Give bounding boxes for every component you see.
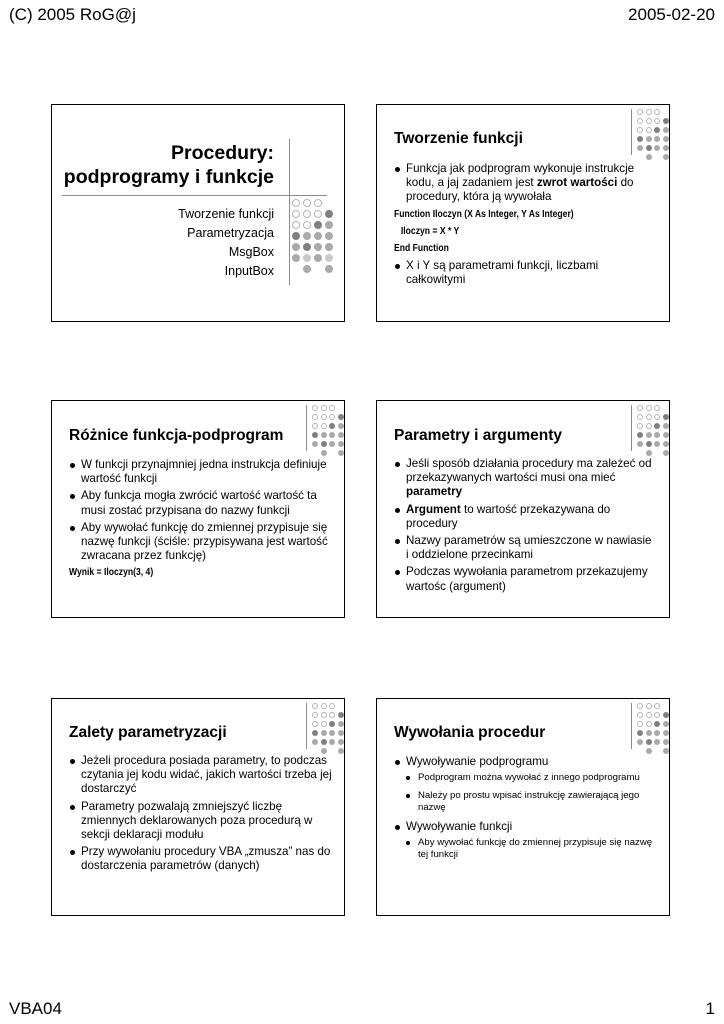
decoration-dot [646, 127, 652, 133]
decoration-dot [312, 730, 318, 736]
decoration-dot [646, 136, 652, 142]
bullet-item: Jeżeli procedura posiada parametry, to podczas czytania jej kodu widać, jakich wartości trzeba jej dostarczyć [69, 754, 335, 797]
decoration-dot [637, 748, 643, 754]
decoration-dot [325, 232, 333, 240]
decoration-dot [312, 405, 318, 411]
decoration-dot [654, 405, 660, 411]
decoration-dot [329, 730, 335, 736]
bullet-item: Wywoływanie podprogramu [394, 755, 660, 769]
copyright-label: (C) 2005 RoG@j [9, 5, 136, 24]
decoration-dot [646, 118, 652, 124]
divider-vertical [289, 139, 290, 285]
slide-title: Procedury: podprogramy i funkcje [63, 142, 274, 188]
decoration-dot [646, 730, 652, 736]
decoration-dot [312, 414, 318, 420]
decoration-dot [292, 210, 300, 218]
dot-grid-decoration [637, 405, 669, 456]
decoration-dot [646, 748, 652, 754]
decoration-dot [303, 210, 311, 218]
decoration-dot [292, 243, 300, 251]
decoration-dot [663, 721, 669, 727]
decoration-dot [637, 441, 643, 447]
decoration-dot [637, 721, 643, 727]
decoration-dot [637, 109, 643, 115]
decoration-dot [637, 432, 643, 438]
slide-4 [376, 400, 670, 618]
decoration-dot [303, 243, 311, 251]
bullet-item: Podczas wywołania parametrom przekazujemy wartośc (argument) [394, 565, 656, 593]
decoration-dot [321, 703, 327, 709]
dot-grid-decoration [292, 199, 333, 273]
decoration-dot [646, 154, 652, 160]
decoration-dot [637, 405, 643, 411]
decoration-dot [329, 712, 335, 718]
decoration-dot [321, 432, 327, 438]
decoration-dot [637, 154, 643, 160]
slide-title: Tworzenie funkcji [394, 130, 523, 147]
decoration-dot [663, 109, 669, 115]
decoration-dot [325, 254, 333, 262]
divider-vertical [631, 703, 632, 749]
decoration-dot [314, 243, 322, 251]
decoration-dot [654, 441, 660, 447]
decoration-dot [663, 441, 669, 447]
bullet-item: Parametry pozwalają zmniejszyć liczbę zmiennych deklarowanych poza procedurą w sekcji deklaracji modułu [69, 800, 335, 843]
decoration-dot [321, 712, 327, 718]
slide-content [394, 755, 660, 867]
decoration-dot [646, 432, 652, 438]
slide-3 [51, 400, 345, 618]
decoration-dot [314, 265, 322, 273]
decoration-dot [329, 414, 335, 420]
slide-2 [376, 104, 670, 322]
decoration-dot [663, 730, 669, 736]
decoration-dot [338, 721, 344, 727]
divider-vertical [306, 405, 307, 451]
decoration-dot [637, 450, 643, 456]
decoration-dot [663, 414, 669, 420]
decoration-dot [646, 739, 652, 745]
decoration-dot [654, 703, 660, 709]
divider-vertical [631, 109, 632, 155]
bullet-item: Nazwy parametrów są umieszczone w nawiasie i oddzielone przecinkami [394, 534, 656, 562]
decoration-dot [312, 423, 318, 429]
divider-vertical [306, 703, 307, 749]
agenda-item: Parametryzacja [187, 226, 274, 240]
slide-title: Zalety parametryzacji [69, 724, 227, 741]
decoration-dot [663, 432, 669, 438]
decoration-dot [312, 441, 318, 447]
decoration-dot [292, 232, 300, 240]
decoration-dot [292, 199, 300, 207]
document-code-label: VBA04 [9, 999, 62, 1018]
slide-5 [51, 698, 345, 916]
decoration-dot [338, 423, 344, 429]
decoration-dot [321, 739, 327, 745]
decoration-dot [637, 739, 643, 745]
decoration-dot [654, 109, 660, 115]
decoration-dot [663, 405, 669, 411]
slide-title: Różnice funkcja-podprogram [69, 427, 284, 444]
decoration-dot [312, 432, 318, 438]
agenda-list [178, 205, 274, 281]
agenda-item: Tworzenie funkcji [178, 207, 274, 221]
decoration-dot [312, 712, 318, 718]
decoration-dot [654, 730, 660, 736]
decoration-dot [312, 703, 318, 709]
decoration-dot [325, 221, 333, 229]
decoration-dot [303, 254, 311, 262]
decoration-dot [312, 450, 318, 456]
bullet-item: Wywoływanie funkcji [394, 820, 660, 834]
decoration-dot [663, 145, 669, 151]
sub-bullet-item: Aby wywołać funkcję do zmiennej przypisuje się nazwę tej funkcji [394, 837, 660, 862]
decoration-dot [637, 730, 643, 736]
decoration-dot [303, 199, 311, 207]
bullet-item: Aby funkcja mogła zwrócić wartość wartość ta musi zostać przypisana do nazwy funkcji [69, 489, 331, 517]
decoration-dot [646, 405, 652, 411]
decoration-dot [663, 739, 669, 745]
decoration-dot [303, 265, 311, 273]
decoration-dot [325, 243, 333, 251]
decoration-dot [663, 136, 669, 142]
decoration-dot [646, 712, 652, 718]
decoration-dot [292, 265, 300, 273]
decoration-dot [646, 145, 652, 151]
decoration-dot [654, 423, 660, 429]
decoration-dot [314, 254, 322, 262]
decoration-dot [646, 703, 652, 709]
decoration-dot [321, 423, 327, 429]
decoration-dot [637, 145, 643, 151]
decoration-dot [338, 405, 344, 411]
page-number: 1 [705, 999, 715, 1018]
decoration-dot [663, 748, 669, 754]
dot-grid-decoration [637, 109, 669, 160]
decoration-dot [329, 450, 335, 456]
dot-grid-decoration [312, 703, 344, 754]
slide-content [69, 458, 331, 583]
decoration-dot [329, 432, 335, 438]
slide-1 [51, 104, 345, 322]
decoration-dot [637, 712, 643, 718]
agenda-item: InputBox [224, 264, 274, 278]
decoration-dot [637, 136, 643, 142]
date-label: 2005-02-20 [628, 5, 715, 24]
decoration-dot [321, 414, 327, 420]
slide-title: Parametry i argumenty [394, 427, 562, 444]
slide-content [394, 457, 656, 597]
decoration-dot [654, 145, 660, 151]
decoration-dot [646, 441, 652, 447]
decoration-dot [654, 748, 660, 754]
slide-title: Wywołania procedur [394, 724, 546, 741]
decoration-dot [338, 712, 344, 718]
bullet-item: X i Y są parametrami funkcji, liczbami całkowitymi [394, 259, 656, 287]
decoration-dot [329, 703, 335, 709]
decoration-dot [321, 730, 327, 736]
decoration-dot [637, 703, 643, 709]
dot-grid-decoration [637, 703, 669, 754]
decoration-dot [325, 265, 333, 273]
decoration-dot [329, 739, 335, 745]
decoration-dot [329, 441, 335, 447]
decoration-dot [312, 739, 318, 745]
bullet-item: Jeśli sposób działania procedury ma zależeć od przekazywanych wartości musi ona mieć parametry [394, 457, 656, 500]
decoration-dot [314, 199, 322, 207]
decoration-dot [654, 712, 660, 718]
decoration-dot [292, 254, 300, 262]
decoration-dot [637, 414, 643, 420]
agenda-item: MsgBox [228, 245, 274, 259]
decoration-dot [325, 210, 333, 218]
decoration-dot [654, 127, 660, 133]
decoration-dot [314, 232, 322, 240]
decoration-dot [321, 721, 327, 727]
decoration-dot [321, 441, 327, 447]
decoration-dot [663, 127, 669, 133]
decoration-dot [663, 154, 669, 160]
slide-6 [376, 698, 670, 916]
decoration-dot [654, 739, 660, 745]
sub-bullet-item: Należy po prostu wpisać instrukcję zawierającą jego nazwę [394, 790, 660, 815]
decoration-dot [637, 127, 643, 133]
decoration-dot [654, 432, 660, 438]
decoration-dot [654, 450, 660, 456]
decoration-dot [637, 118, 643, 124]
decoration-dot [663, 703, 669, 709]
bullet-item: Funkcja jak podprogram wykonuje instrukcje kodu, a jaj zadaniem jest zwrot wartości do procedury, która ją wywołała [394, 162, 656, 205]
decoration-dot [654, 136, 660, 142]
decoration-dot [338, 703, 344, 709]
decoration-dot [654, 414, 660, 420]
divider-horizontal [62, 195, 327, 196]
bullet-item: Aby wywołać funkcję do zmiennej przypisuje się nazwę funkcji (ściśle: przypisywana jest wartość zwracana przez funkcję) [69, 521, 331, 564]
decoration-dot [338, 414, 344, 420]
decoration-dot [663, 712, 669, 718]
bullet-item: Przy wywołaniu procedury VBA „zmusza” nas do dostarczenia parametrów (danych) [69, 845, 335, 873]
decoration-dot [321, 450, 327, 456]
decoration-dot [314, 210, 322, 218]
decoration-dot [338, 739, 344, 745]
decoration-dot [312, 721, 318, 727]
sub-bullet-item: Podprogram można wywołać z innego podprogramu [394, 772, 660, 785]
bullet-item: W funkcji przynajmniej jedna instrukcja definiuje wartość funkcji [69, 458, 331, 486]
decoration-dot [646, 721, 652, 727]
decoration-dot [646, 414, 652, 420]
slide-content [69, 754, 335, 877]
decoration-dot [338, 450, 344, 456]
code-line: End Function [394, 242, 449, 254]
decoration-dot [329, 405, 335, 411]
decoration-dot [654, 154, 660, 160]
decoration-dot [303, 232, 311, 240]
code-line: Iloczyn = X * Y [400, 225, 460, 237]
decoration-dot [654, 721, 660, 727]
decoration-dot [329, 423, 335, 429]
code-line: Wynik = Iloczyn(3, 4) [69, 567, 154, 579]
decoration-dot [646, 450, 652, 456]
decoration-dot [637, 423, 643, 429]
decoration-dot [663, 423, 669, 429]
decoration-dot [314, 221, 322, 229]
decoration-dot [338, 441, 344, 447]
bullet-item: Argument to wartość przekazywana do procedury [394, 503, 656, 531]
decoration-dot [338, 748, 344, 754]
divider-vertical [631, 405, 632, 451]
decoration-dot [303, 221, 311, 229]
decoration-dot [663, 450, 669, 456]
decoration-dot [325, 199, 333, 207]
code-line: Function Iloczyn (X As Integer, Y As Integer) [394, 208, 574, 220]
decoration-dot [329, 721, 335, 727]
decoration-dot [338, 730, 344, 736]
dot-grid-decoration [312, 405, 344, 456]
decoration-dot [321, 405, 327, 411]
decoration-dot [292, 221, 300, 229]
decoration-dot [654, 118, 660, 124]
decoration-dot [338, 432, 344, 438]
decoration-dot [663, 118, 669, 124]
decoration-dot [646, 423, 652, 429]
decoration-dot [646, 109, 652, 115]
slide-content [394, 162, 656, 290]
